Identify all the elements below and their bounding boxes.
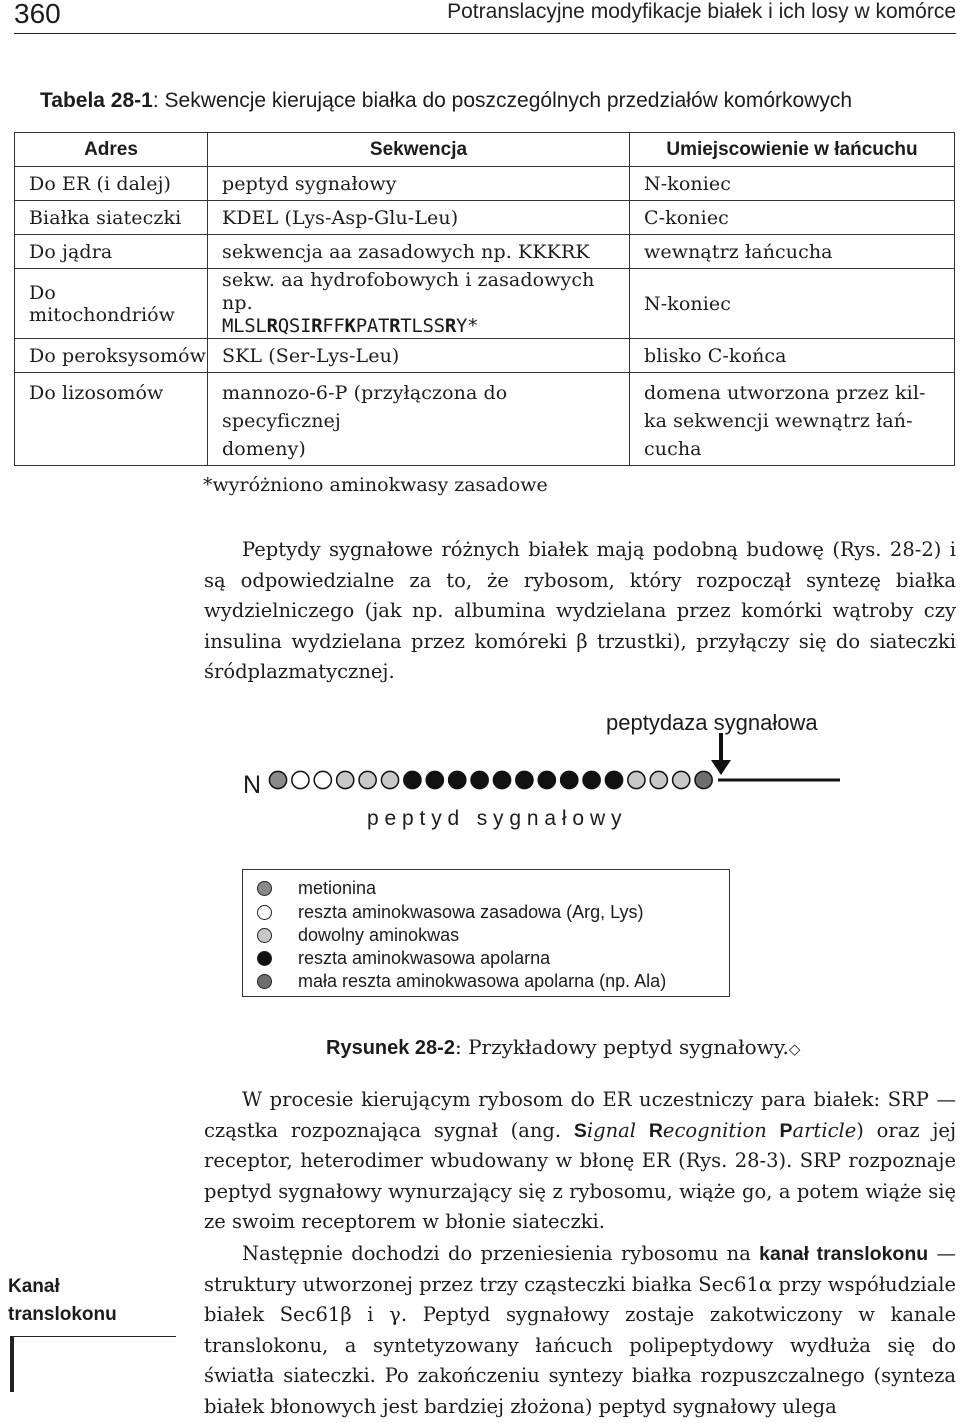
cell-location: blisko C-końca [630, 339, 955, 373]
residue-any [381, 771, 398, 788]
cell-address: Do mitochondriów [15, 269, 208, 339]
cell-sequence: peptyd sygnałowy [208, 167, 630, 201]
residue-chain [269, 771, 712, 788]
key-term: kanał translokonu [759, 1243, 929, 1265]
signal-peptide-diagram [230, 700, 840, 830]
residue-any [628, 771, 645, 788]
cell-sequence: KDEL (Lys-Asp-Glu-Leu) [208, 201, 630, 235]
cleavage-arrow-head [711, 760, 731, 775]
body-paragraph: W procesie kierującym rybosom do ER uczestniczy para białek: SRP — cząstka rozpoznająca sygnał (ang. Signal Recognition Particle) oraz jej receptor, heterodimer wbudowany w błonę ER (Rys. 28-3). SRP rozpoznaje peptyd sygnałowy wynurzający się z rybosomu, wiąże go, a potem wiąże się ze swoim receptorem w błonie siateczki. [204, 1088, 956, 1233]
figure-label: Rysunek 28-2 [326, 1037, 455, 1059]
body-paragraph: Następnie dochodzi do przeniesienia rybosomu na kanał translokonu — struktury utworzonej przez trzy cząsteczki białka Sec61α przy współudziale białek Sec61β i γ. Peptyd sygnałowy zostaje zakotwiczony w kanale translokonu, a syntetyzowany łańcuch polipeptydowy wydłuża się do światła siateczki. Po zakończeniu syntezy białka rozpuszczalnego (synteza białek błonowych jest bardziej złożona) peptyd sygnałowy ulega [204, 1242, 956, 1418]
residue-apolar [471, 771, 488, 788]
diamond-icon: ◇ [788, 1040, 801, 1058]
sequence-description: sekw. aa hydrofobowych i zasadowych np. [222, 269, 595, 314]
header-location: Umiejscowienie w łańcuchu [630, 133, 955, 167]
table-row [15, 235, 955, 269]
cell-address: Do jądra [15, 235, 208, 269]
cell-sequence [208, 269, 630, 339]
residue-apolar [605, 771, 622, 788]
residue-met [269, 771, 286, 788]
residue-basic [314, 771, 331, 788]
table-caption-label: Tabela 28-1 [40, 89, 153, 112]
margin-note: Kanał translokonu [8, 1276, 117, 1325]
n-terminus-label: N [243, 771, 262, 799]
cell-location: N-koniec [630, 269, 955, 339]
cell-address: Do ER (i dalej) [15, 167, 208, 201]
residue-apolar [404, 771, 421, 788]
table-row [15, 201, 955, 235]
residue-any [337, 771, 354, 788]
page-number: 360 [14, 0, 61, 29]
table-row [15, 339, 955, 373]
table-footnote: *wyróżniono aminokwasy zasadowe [203, 474, 548, 496]
legend-item: mała reszta aminokwasowa apolarna (np. Ala) [257, 970, 666, 993]
cell-address: Do peroksysomów [15, 339, 208, 373]
header-address: Adres [15, 133, 208, 167]
residue-apolar [538, 771, 555, 788]
residue-apolar [449, 771, 466, 788]
legend-item: dowolny aminokwas [257, 924, 459, 947]
table-row [15, 269, 955, 339]
mitochondrial-sequence: MLSLRQSIRFFKPATRTLSSRY* [222, 315, 479, 337]
small-apolar-residue-dot-icon [257, 974, 272, 989]
cell-sequence: mannozo-6-P (przyłączona do specyficznej domeny) [208, 373, 630, 466]
cell-location: wewnątrz łańcucha [630, 235, 955, 269]
figure-caption: Rysunek 28-2: Przykładowy peptyd sygnałowy.◇ [326, 1035, 801, 1059]
cell-address: Do lizosomów [15, 373, 208, 466]
cell-location: domena utworzona przez kil- ka sekwencji wewnątrz łań- cucha [630, 373, 955, 466]
margin-rule [10, 1336, 176, 1337]
table-row [15, 167, 955, 201]
residue-apolar [561, 771, 578, 788]
residue-apolar [493, 771, 510, 788]
cell-location: C-koniec [630, 201, 955, 235]
residue-apolar [426, 771, 443, 788]
cell-location: N-koniec [630, 167, 955, 201]
legend-item: reszta aminokwasowa apolarna [257, 947, 550, 970]
diagram-legend [242, 869, 730, 997]
residue-basic [292, 771, 309, 788]
residue-any [650, 771, 667, 788]
body-paragraph: Peptydy sygnałowe różnych białek mają podobną budowę (Rys. 28-2) i są odpowiedzialne za to, że rybosom, który rozpoczął syntezę białka wydzielniczego (jak np. albumina wydzielana przez komórki wątroby czy insulina wydzielana przez komóreki β trzustki), przyłączy się do siateczki śródplazmatycznej. [204, 538, 956, 683]
table-caption [40, 89, 852, 113]
legend-item: metionina [257, 877, 376, 900]
header-sequence: Sekwencja [208, 133, 630, 167]
residue-apolar [516, 771, 533, 788]
cell-sequence: SKL (Ser-Lys-Leu) [208, 339, 630, 373]
table-caption-text: : Sekwencje kierujące białka do poszczególnych przedziałów komórkowych [152, 89, 853, 112]
any-residue-dot-icon [257, 928, 272, 943]
cell-address: Białka siateczki [15, 201, 208, 235]
signal-peptidase-label: peptydaza sygnałowa [606, 710, 818, 735]
chapter-title: Potranslacyjne modyfikacje białek i ich losy w komórce [447, 0, 956, 23]
residue-small [695, 771, 712, 788]
residue-any [673, 771, 690, 788]
header-rule [14, 33, 956, 34]
cell-sequence: sekwencja aa zasadowych np. KKKRK [208, 235, 630, 269]
methionine-dot-icon [257, 881, 272, 896]
basic-residue-dot-icon [257, 905, 272, 920]
targeting-sequences-table [14, 132, 955, 466]
table-row [15, 373, 955, 466]
margin-bar [10, 1336, 14, 1392]
apolar-residue-dot-icon [257, 951, 272, 966]
legend-item: reszta aminokwasowa zasadowa (Arg, Lys) [257, 901, 643, 924]
table-header-row [15, 133, 955, 167]
residue-apolar [583, 771, 600, 788]
signal-peptide-label: p e p t y d s y g n a ł o w y [367, 807, 622, 830]
residue-any [359, 771, 376, 788]
